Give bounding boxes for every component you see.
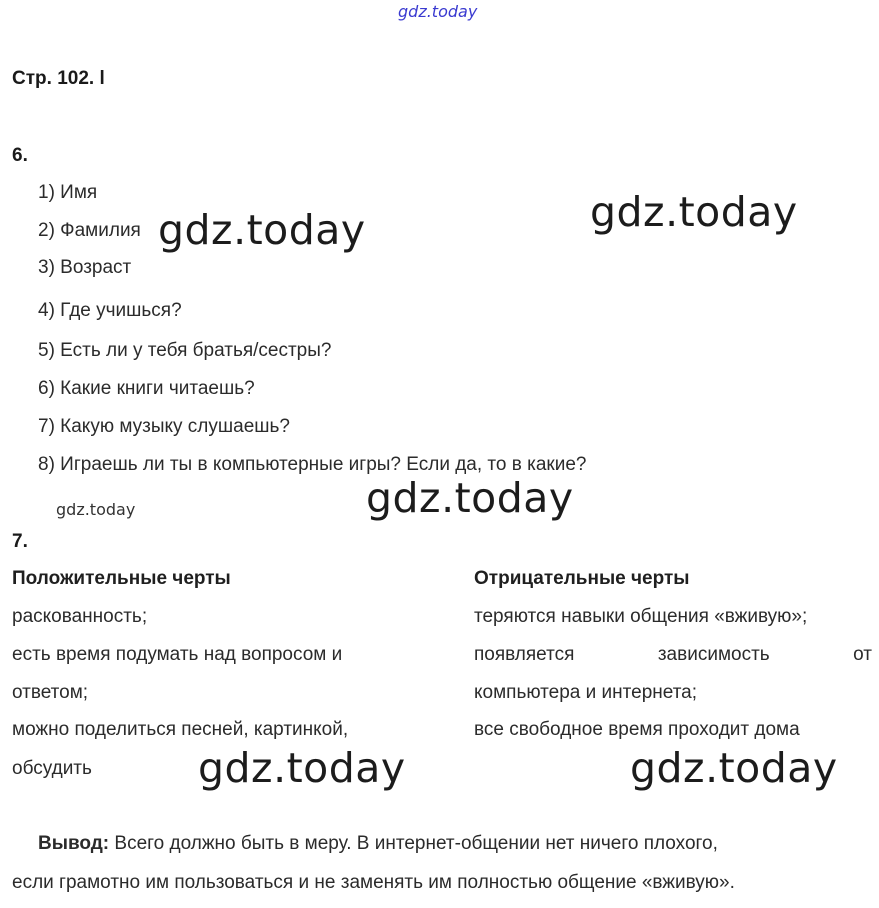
watermark-logo: gdz.today <box>158 206 366 254</box>
task-6-item: 4) Где учишься? <box>38 300 182 321</box>
watermark-logo: gdz.today <box>630 744 838 792</box>
negative-trait-word: зависимость <box>657 644 770 665</box>
watermark-logo: gdz.today <box>590 188 798 236</box>
conclusion-line-2: если грамотно им пользоваться и не заменять им полностью общение «вживую». <box>12 872 735 893</box>
positive-trait-line: ответом; <box>12 682 89 703</box>
negative-traits-title: Отрицательные черты <box>474 568 690 589</box>
positive-trait-line: можно поделиться песней, картинкой, <box>12 719 349 740</box>
task-6-item: 7) Какую музыку слушаешь? <box>38 416 290 437</box>
task-6-item: 2) Фамилия <box>38 220 141 241</box>
negative-trait-line: компьютера и интернета; <box>474 682 698 703</box>
negative-trait-line: все свободное время проходит дома <box>474 719 800 740</box>
conclusion-line-1 <box>38 833 718 855</box>
task-6-item: 8) Играешь ли ты в компьютерные игры? Если да, то в какие? <box>38 454 587 475</box>
task-6-item: 5) Есть ли у тебя братья/сестры? <box>38 340 332 361</box>
positive-trait-line: обсудить <box>12 758 92 779</box>
task-6-item: 3) Возраст <box>38 257 132 278</box>
conclusion-label: Вывод: <box>38 833 110 854</box>
watermark-logo: gdz.today <box>198 744 406 792</box>
positive-traits-title: Положительные черты <box>12 568 231 589</box>
negative-trait-line: теряются навыки общения «вживую»; <box>474 606 808 627</box>
task-7-number: 7. <box>12 531 28 552</box>
task-6-item: 1) Имя <box>38 182 98 203</box>
negative-trait-line-justified <box>474 644 872 666</box>
positive-trait-line: есть время подумать над вопросом и <box>12 644 343 665</box>
watermark-logo: gdz.today <box>366 474 574 522</box>
task-6-item: 6) Какие книги читаешь? <box>38 378 255 399</box>
page-heading: Стр. 102. l <box>12 68 105 89</box>
conclusion-text: Всего должно быть в меру. В интернет-общении нет ничего плохого, <box>114 833 718 854</box>
task-6-number: 6. <box>12 145 28 166</box>
negative-trait-word: появляется <box>474 644 575 665</box>
watermark-top: gdz.today <box>398 2 478 21</box>
positive-trait-line: раскованность; <box>12 606 148 627</box>
negative-trait-word: от <box>853 644 872 665</box>
watermark-small: gdz.today <box>56 500 136 519</box>
